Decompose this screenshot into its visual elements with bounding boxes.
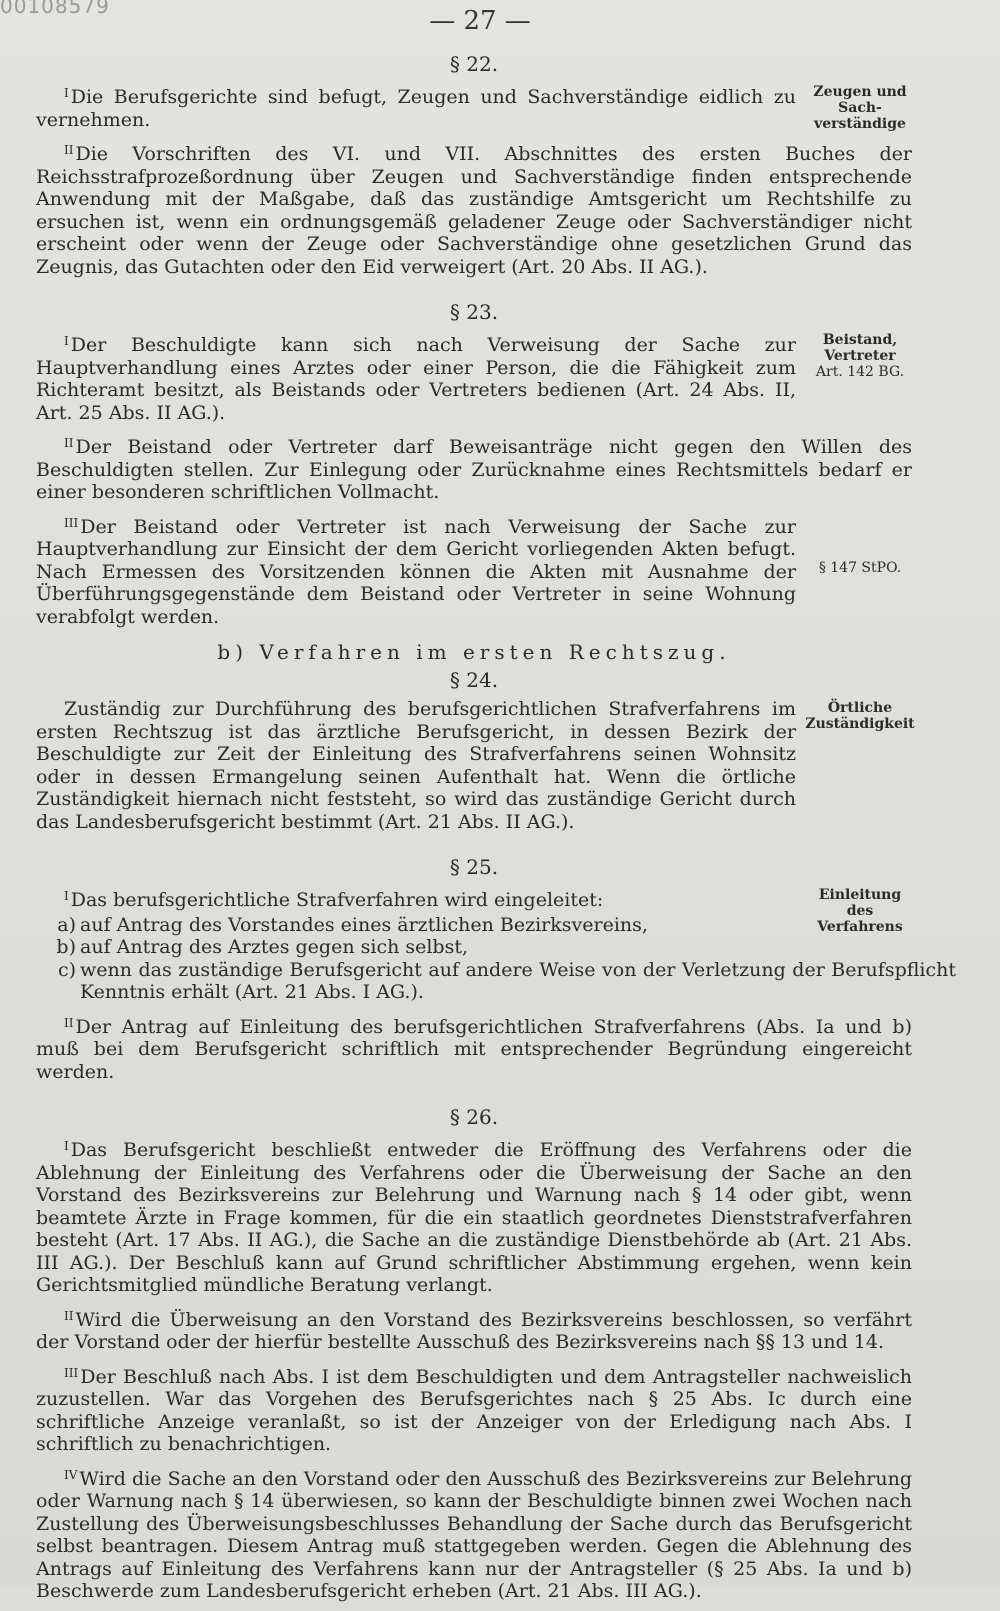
margin-note-line: Zuständigkeit	[805, 716, 915, 732]
paragraph-mark: I	[64, 1139, 69, 1153]
section-23	[36, 330, 912, 628]
margin-note-25	[804, 887, 916, 935]
subheading-b: b) Verfahren im ersten Rechtszug.	[217, 640, 731, 664]
list-item	[36, 936, 840, 959]
section-24-heading: § 24.	[449, 668, 499, 692]
section-26-paragraph-2	[36, 1305, 912, 1354]
margin-note-line: Vertreter	[824, 348, 896, 364]
paragraph-text: Der Beistand oder Vertreter darf Beweisanträge nicht gegen den Willen des Beschuldigten stellen. Zur Einlegung oder Zurücknahme eines Rechtsmittels bedarf er einer besonderen schriftlichen Vollmacht.	[36, 436, 912, 503]
paragraph-text: Die Vorschriften des VI. und VII. Abschnittes des ersten Buches der Reichsstrafprozeßordnung über Zeugen und Sachverständige finden entsprechende Anwendung mit der Maßgabe, daß das zuständige Amtsgericht um Rechtshilfe zu ersuchen ist, wenn ein ordnungsgemäß geladener Zeuge oder Sachverständiger nicht erscheint oder wenn der Zeuge oder Sachverständige ohne gesetzlichen Grund das Zeugnis, das Gutachten oder den Eid verweigert (Art. 20 Abs. II AG.).	[36, 143, 912, 278]
margin-note-line: des	[846, 903, 874, 919]
list-item-text: auf Antrag des Arztes gegen sich selbst,	[80, 936, 469, 958]
list-item-label: b)	[56, 936, 76, 958]
archive-stamp: 00108579	[0, 0, 110, 18]
section-26-paragraph-3	[36, 1362, 912, 1456]
list-item-text: wenn das zuständige Berufsgericht auf andere Weise von der Verletzung der Berufspflicht Kenntnis erhält (Art. 21 Abs. I AG.).	[80, 958, 956, 1003]
paragraph-text: Die Berufsgerichte sind befugt, Zeugen und Sachverständige eidlich zu vernehmen.	[36, 86, 796, 131]
paragraph-mark: II	[64, 1308, 74, 1323]
section-23-paragraph-3	[36, 512, 796, 629]
section-25	[36, 885, 956, 1083]
paragraph-mark: III	[64, 515, 79, 530]
list-item	[36, 914, 840, 937]
paragraph-text: Wird die Überweisung an den Vorstand des Bezirksvereins beschlossen, so verfährt der Vorstand oder der hierfür bestellte Ausschuß des Bezirksvereins nach §§ 13 und 14.	[36, 1308, 912, 1353]
paragraph-text: Der Beistand oder Vertreter ist nach Verweisung der Sache zur Hauptverhandlung zur Einsicht der dem Gericht vorliegenden Akten befugt. Nach Ermessen des Vorsitzenden können die Akten mit Ausnahme der Überführungsgegenstände dem Beistand oder Vertreter in seine Wohnung verabfolgt werden.	[36, 515, 796, 628]
section-24	[36, 698, 915, 833]
margin-note-24	[804, 700, 916, 732]
paragraph-text: Der Beschuldigte kann sich nach Verweisung der Sache zur Hauptverhandlung eines Arztes oder einer Person, die die Fähigkeit zum Richteramt besitzt, als Beistands oder Vertreters bedienen (Art. 24 Abs. II, Art. 25 Abs. II AG.).	[36, 334, 796, 424]
paragraph-text: Der Antrag auf Einleitung des berufsgerichtlichen Strafverfahrens (Abs. Ia und b) muß bei dem Berufsgericht schriftlich mit entsprechender Begründung eingereicht werden.	[36, 1015, 912, 1083]
section-26-paragraph-1	[36, 1135, 912, 1297]
section-22-heading: § 22.	[449, 52, 499, 76]
margin-note-23-ref	[804, 560, 916, 576]
margin-note-line: Zeugen und	[813, 84, 907, 100]
section-24-paragraph-1	[36, 698, 796, 833]
paragraph-text: Das berufsgerichtliche Strafverfahren wird eingeleitet:	[70, 889, 604, 911]
list-item-label: a)	[57, 913, 76, 936]
paragraph-mark: I	[64, 86, 69, 100]
paragraph-mark: II	[64, 436, 74, 450]
paragraph-mark: III	[64, 1365, 79, 1380]
section-25-heading: § 25.	[449, 855, 499, 879]
list-item	[36, 959, 956, 1004]
section-23-paragraph-1	[36, 330, 796, 424]
section-22-paragraph-1	[36, 82, 796, 131]
section-23-paragraph-2	[36, 432, 912, 504]
paragraph-mark: II	[64, 1015, 74, 1030]
paragraph-mark: I	[64, 889, 69, 903]
section-26	[36, 1135, 912, 1603]
list-item-label: c)	[57, 958, 76, 981]
margin-note-22	[804, 84, 916, 132]
section-25-paragraph-2	[36, 1012, 912, 1084]
margin-note-reference: Art. 142 BG.	[815, 364, 905, 380]
page-number: — 27 —	[429, 6, 531, 36]
paragraph-text: Wird die Sache an den Vorstand oder den Ausschuß des Bezirksvereins zur Belehrung oder Warnung nach § 14 überwiesen, so kann der Beschuldigte binnen zwei Wochen nach Zustellung des Überweisungsbeschlusses Behandlung der Sache durch das Berufsgericht selbst beantragen. Diesem Antrag muß stattgegeben werden. Gegen die Ablehnung des Antrags auf Einleitung des Verfahrens kann nur der Antragsteller (§ 25 Abs. Ia und b) Beschwerde zum Landesberufsgericht erheben (Art. 21 Abs. III AG.).	[36, 1467, 912, 1602]
page-body	[36, 52, 956, 1611]
paragraph-mark: I	[64, 334, 69, 348]
section-22-paragraph-2	[36, 139, 912, 278]
section-23-heading: § 23.	[449, 300, 499, 324]
section-26-paragraph-4	[36, 1464, 912, 1603]
margin-note-23	[804, 332, 916, 380]
section-26-heading: § 26.	[449, 1105, 499, 1129]
section-23-paragraph-3-wrap	[36, 512, 912, 629]
list-item-text: auf Antrag des Vorstandes eines ärztlichen Bezirksvereins,	[80, 913, 648, 936]
paragraph-mark: IV	[64, 1467, 78, 1482]
margin-note-line: Beistand,	[822, 332, 898, 348]
margin-note-line: Örtliche	[827, 700, 893, 716]
section-25-paragraph-1	[36, 885, 796, 912]
paragraph-mark: II	[64, 143, 74, 157]
paragraph-text: Zuständig zur Durchführung des berufsgerichtlichen Strafverfahrens im ersten Rechtszug ist das ärztliche Berufsgericht, in dessen Bezirk der Beschuldigte zur Zeit der Einleitung des Strafverfahrens seinen Wohnsitz oder in dessen Ermangelung seinen Aufenthalt hat. Wenn die örtliche Zuständigkeit hiernach nicht feststeht, so wird das zuständige Gericht durch das Landesberufsgericht bestimmt (Art. 21 Abs. II AG.).	[36, 698, 796, 833]
paragraph-text: Der Beschluß nach Abs. I ist dem Beschuldigten und dem Antragsteller nachweislich zuzustellen. War das Vorgehen des Berufsgerichtes nach § 25 Abs. Ic durch eine schriftliche Anzeige veranlaßt, so ist der Anzeiger von der Erledigung nach Abs. I schriftlich zu benachrichtigen.	[36, 1365, 912, 1455]
margin-note-line: Sach-	[838, 100, 882, 116]
margin-note-reference: § 147 StPO.	[818, 559, 902, 576]
margin-note-line: Einleitung	[818, 887, 902, 903]
section-25-item-list	[36, 913, 956, 1004]
section-22	[36, 82, 912, 278]
margin-note-line: verständige	[814, 116, 906, 132]
paragraph-text: Das Berufsgericht beschließt entweder die Eröffnung des Verfahrens oder die Ablehnung der Einleitung des Verfahrens oder die Überweisung der Sache an den Vorstand des Bezirksvereins zur Belehrung und Warnung nach § 14 oder gibt, wenn beamtete Ärzte in Frage kommen, für die ein staatlich geordnetes Dienststrafverfahren besteht (Art. 17 Abs. II AG.), die Sache an die zuständige Dienstbehörde ab (Art. 21 Abs. III AG.). Der Beschluß kann auf Grund schriftlicher Abstimmung ergehen, wenn kein Gerichtsmitglied mündliche Beratung verlangt.	[36, 1139, 912, 1296]
margin-note-line: Verfahrens	[817, 919, 903, 935]
